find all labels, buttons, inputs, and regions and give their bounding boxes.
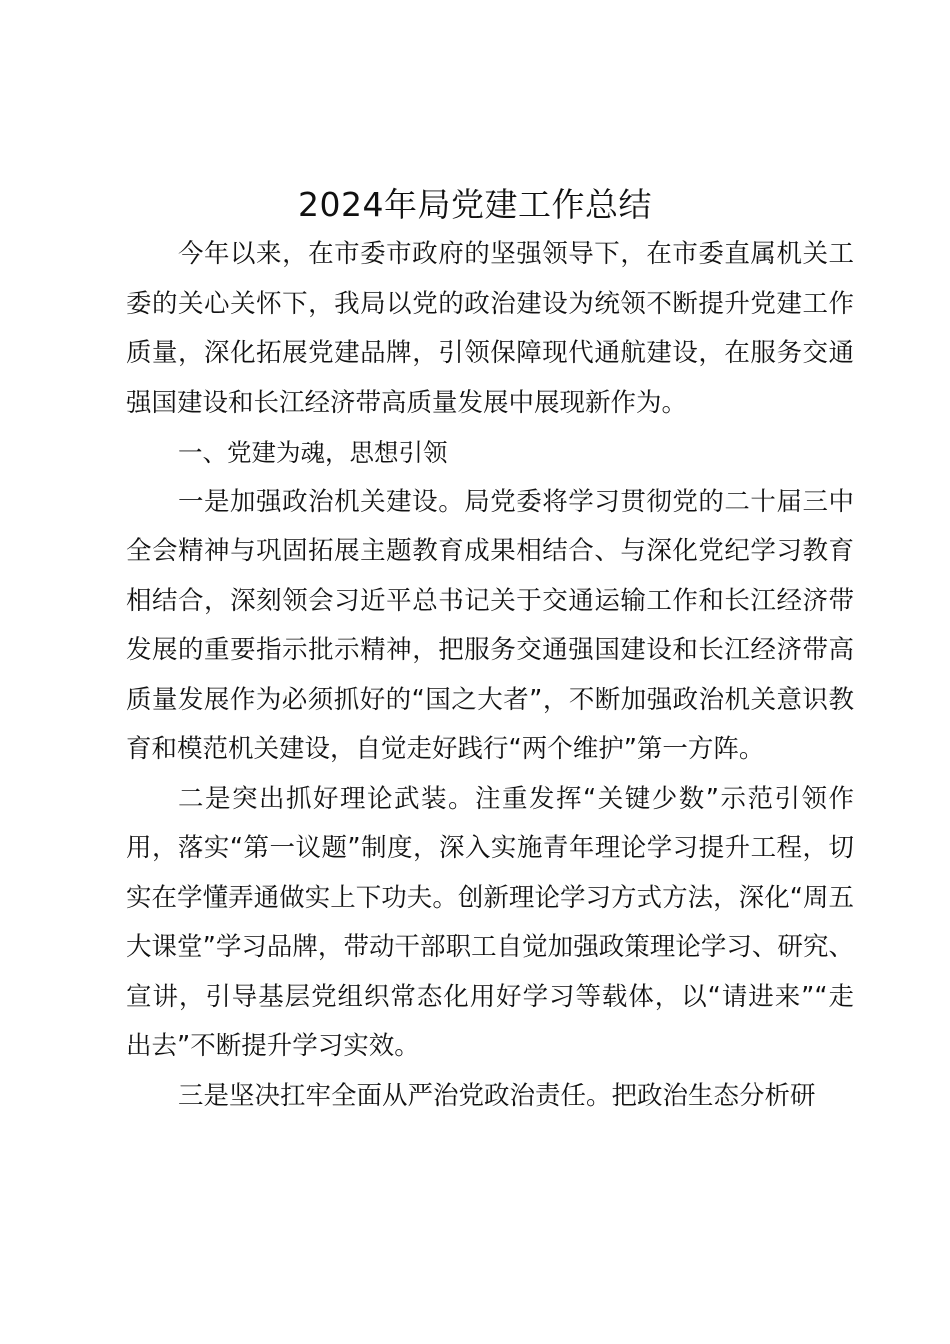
paragraph-party-discipline: 三是坚决扛牢全面从严治党政治责任。把政治生态分析研: [178, 1080, 816, 1111]
paragraph-political-construction: 一是加强政治机关建设。局党委将学习贯彻党的二十届三中全会精神与巩固拓展主题教育成果相结合、与深化党纪学习教育相结合，深刻领会习近平总书记关于交通运输工作和长江经济带发展的重要指示批示精神，把服务交通强国建设和长江经济带高质量发展作为必须抓好的“国之大者”，不断加强政治机关意识教育和模范机关建设，自觉走好践行“两个维护”第一方阵。: [126, 486, 854, 764]
section-heading: 一、党建为魂，思想引领: [178, 438, 448, 467]
paragraph-theory-study: 二是突出抓好理论武装。注重发挥“关键少数”示范引领作用，落实“第一议题”制度，深入实施青年理论学习提升工程，切实在学懂弄通做实上下功夫。创新理论学习方式方法，深化“周五大课堂”学习品牌，带动干部职工自觉加强政策理论学习、研究、宣讲，引导基层党组织常态化用好学习等载体，以“请进来”“走出去”不断提升学习实效。: [126, 783, 854, 1061]
intro-paragraph: 今年以来，在市委市政府的坚强领导下，在市委直属机关工委的关心关怀下，我局以党的政治建设为统领不断提升党建工作质量，深化拓展党建品牌，引领保障现代通航建设，在服务交通强国建设和长江经济带高质量发展中展现新作为。: [126, 239, 854, 418]
document-body: [126, 230, 854, 1121]
document-title: 2024年局党建工作总结: [298, 185, 652, 224]
